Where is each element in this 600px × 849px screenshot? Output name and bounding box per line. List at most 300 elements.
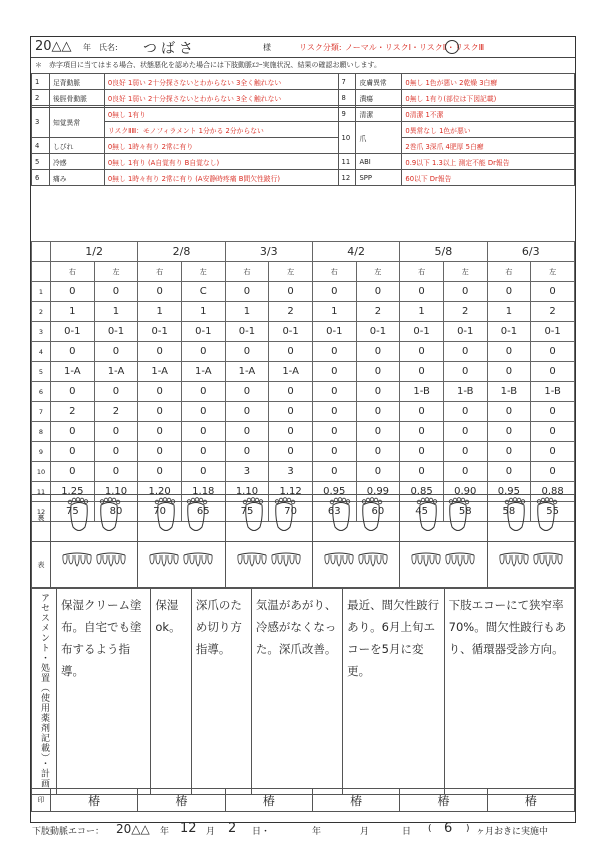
- grid-value: 1: [312, 302, 356, 322]
- grid-value: 0: [138, 422, 182, 442]
- foot-top-icon: [234, 549, 304, 577]
- side-left-label: 左: [94, 262, 138, 282]
- assessment-label: アセスメント・処置（使用薬剤記載）・計画: [39, 593, 49, 789]
- grid-value: 0: [443, 362, 487, 382]
- row-number: 8: [32, 422, 51, 442]
- foot-top-icon: [59, 549, 129, 577]
- criteria-no: 2: [32, 90, 50, 106]
- grid-value: 0: [138, 382, 182, 402]
- grid-value: 0-1: [443, 322, 487, 342]
- grid-value: 0-1: [51, 322, 95, 342]
- grid-value: 0: [181, 382, 225, 402]
- grid-value: 0: [356, 362, 400, 382]
- grid-value: 0: [312, 402, 356, 422]
- grid-value: 2: [531, 302, 575, 322]
- grid-value: 0: [400, 422, 444, 442]
- foot-care-record-sheet: [30, 36, 576, 823]
- grid-value: 0.99: [356, 482, 400, 502]
- grid-row: [32, 382, 575, 402]
- grid-row: [32, 362, 575, 382]
- criteria-no: 10: [338, 122, 356, 154]
- grid-value: 2: [356, 302, 400, 322]
- grid-value: 0: [356, 422, 400, 442]
- grid-value: 63: [312, 502, 356, 522]
- row-number: 6: [32, 382, 51, 402]
- grid-value: 0: [356, 402, 400, 422]
- grid-value: 1-A: [51, 362, 95, 382]
- footer-open-paren: (: [428, 824, 432, 834]
- note-star: ＊: [35, 61, 42, 69]
- footer-d2: 日: [402, 827, 412, 837]
- grid-value: 1-A: [181, 362, 225, 382]
- date-cell: 4/2: [312, 242, 399, 262]
- grid-row: [32, 342, 575, 362]
- grid-value: 0: [51, 382, 95, 402]
- footer-m2: 月: [360, 827, 370, 837]
- grid-value: 0: [487, 462, 531, 482]
- grid-value: 0: [312, 362, 356, 382]
- side-left-label: 左: [443, 262, 487, 282]
- footer-y: 年: [160, 827, 170, 837]
- grid-value: 0: [225, 342, 269, 362]
- grid-value: 0: [312, 382, 356, 402]
- stamp-mark: 椿: [312, 789, 399, 812]
- grid-value: 2: [269, 302, 313, 322]
- date-cell: 5/8: [400, 242, 487, 262]
- criteria-no: 7: [338, 74, 356, 90]
- patient-name: つばさ: [143, 41, 197, 57]
- grid-value: 80: [94, 502, 138, 522]
- criteria-options: 0良好 1弱い 2十分探さないとわからない 3全く触れない: [104, 90, 338, 106]
- grid-value: 0-1: [487, 322, 531, 342]
- grid-value: 0-1: [531, 322, 575, 342]
- grid-value: 0-1: [269, 322, 313, 342]
- stamp-mark: 椿: [225, 789, 312, 812]
- side-right-label: 右: [51, 262, 95, 282]
- foot-sole-icon: [59, 497, 129, 535]
- grid-row: [32, 302, 575, 322]
- foot-top-icon: [408, 549, 478, 577]
- foot-sole-icon: [408, 497, 478, 535]
- grid-value: 0: [312, 282, 356, 302]
- feet-back-label: 裏: [32, 495, 51, 542]
- feet-front-cell: [400, 542, 487, 589]
- criteria-item: 潰瘍: [356, 90, 402, 106]
- date-cell: 1/2: [51, 242, 138, 262]
- criteria-row-4: [32, 138, 575, 154]
- criteria-options: 0異常なし 1色が悪い: [402, 122, 575, 138]
- assessment-label-cell: [32, 588, 57, 795]
- criteria-item: 皮膚異常: [356, 74, 402, 90]
- stamp-mark: 椿: [487, 789, 574, 812]
- grid-value: 1-A: [138, 362, 182, 382]
- grid-value: 0: [269, 382, 313, 402]
- note-text: 赤字項目に当てはまる場合、状態悪化を認めた場合には下肢動脈ｴｺｰ実施状況、結果の確認お願いします。: [49, 61, 381, 69]
- footer-echo-schedule: [30, 823, 576, 839]
- grid-value: 0: [51, 462, 95, 482]
- assessment-note: 深爪のため切り方指導。: [191, 588, 251, 795]
- grid-value: 1: [51, 302, 95, 322]
- date-cell: 2/8: [138, 242, 225, 262]
- grid-value: 1.25: [51, 482, 95, 502]
- grid-value: 0: [181, 422, 225, 442]
- risk-options: ノーマル・リスクⅠ・リスクⅡ・リスクⅢ: [345, 43, 485, 52]
- criteria-options: 0.9以下 1.3以上 測定不能 Dr報告: [402, 154, 575, 170]
- grid-value: 0: [531, 362, 575, 382]
- feet-front-cell: [487, 542, 574, 589]
- feet-back-cell: [400, 495, 487, 542]
- foot-sole-icon: [234, 497, 304, 535]
- stamp-mark: 椿: [51, 789, 138, 812]
- row-number: 2: [32, 302, 51, 322]
- honorific: 様: [263, 43, 271, 52]
- grid-value: 1.10: [94, 482, 138, 502]
- grid-value: 0: [269, 402, 313, 422]
- grid-value: 0-1: [312, 322, 356, 342]
- side-right-label: 右: [138, 262, 182, 282]
- grid-value: 0: [531, 342, 575, 362]
- grid-value: 0.90: [443, 482, 487, 502]
- foot-top-icon: [496, 549, 566, 577]
- footer-m: 月: [206, 827, 216, 837]
- criteria-sub-options: 2巻爪 3深爪 4肥厚 5白癬: [402, 138, 575, 154]
- grid-value: 0: [225, 382, 269, 402]
- feet-diagram-table: [31, 494, 575, 589]
- criteria-options: 0無し 1有り: [104, 106, 338, 122]
- row-number: 11: [32, 482, 51, 502]
- feet-front-cell: [51, 542, 138, 589]
- grid-value: 1-B: [400, 382, 444, 402]
- criteria-row-2: [32, 90, 575, 106]
- grid-value: 0: [181, 462, 225, 482]
- feet-front-cell: [312, 542, 399, 589]
- footer-y2: 年: [312, 827, 322, 837]
- date-cell: 3/3: [225, 242, 312, 262]
- criteria-no: 6: [32, 170, 50, 186]
- criteria-sub-options: リスクⅡⅢ：モノフィラメント 1分かる 2分からない: [104, 122, 338, 138]
- date-cell: 6/3: [487, 242, 574, 262]
- feet-front-cell: [225, 542, 312, 589]
- risk-selection-circle: [444, 39, 460, 55]
- criteria-item: 爪: [356, 122, 402, 154]
- grid-value: 0: [400, 362, 444, 382]
- criteria-item: 知覚異常: [49, 106, 104, 138]
- side-left-label: 左: [531, 262, 575, 282]
- grid-value: 0: [531, 422, 575, 442]
- grid-value: 0-1: [181, 322, 225, 342]
- criteria-row-5: [32, 154, 575, 170]
- grid-value: 58: [487, 502, 531, 522]
- grid-value: 0: [94, 342, 138, 362]
- row-number: 1: [32, 282, 51, 302]
- row-number: 7: [32, 402, 51, 422]
- feet-front-label: 表: [32, 542, 51, 589]
- corner-cell: [32, 242, 51, 262]
- grid-value: 70: [269, 502, 313, 522]
- grid-value: 0.95: [487, 482, 531, 502]
- criteria-item: 後脛骨動脈: [49, 90, 104, 106]
- criteria-item: 清潔: [356, 106, 402, 122]
- grid-value: 0: [138, 282, 182, 302]
- corner-cell: [32, 262, 51, 282]
- criteria-item: 足背動脈: [49, 74, 104, 90]
- criteria-no: 3: [32, 106, 50, 138]
- grid-value: 65: [181, 502, 225, 522]
- grid-value: 1: [400, 302, 444, 322]
- row-number: 3: [32, 322, 51, 342]
- grid-value: 0: [356, 382, 400, 402]
- grid-value: 0: [400, 442, 444, 462]
- feet-front-cell: [138, 542, 225, 589]
- row-number: 10: [32, 462, 51, 482]
- stamp-row: [32, 789, 575, 812]
- criteria-options: 0無し 1時々有り 2常に有り: [104, 138, 338, 154]
- grid-value: 0: [312, 342, 356, 362]
- side-row: [32, 262, 575, 282]
- grid-value: 1-B: [487, 382, 531, 402]
- criteria-options: 0無し 1有り (A自覚有り B自覚なし): [104, 154, 338, 170]
- grid-value: 1-A: [269, 362, 313, 382]
- grid-value: 1.12: [269, 482, 313, 502]
- grid-value: 0-1: [356, 322, 400, 342]
- row-number: 5: [32, 362, 51, 382]
- grid-row: [32, 462, 575, 482]
- footer-close-paren: ): [466, 824, 470, 834]
- feet-back-cell: [312, 495, 399, 542]
- assessment-note: 下肢エコーにて狭窄率70%。間欠性跛行もあり、循環器受診方向。: [444, 588, 574, 795]
- foot-sole-icon: [321, 497, 391, 535]
- row-number: 9: [32, 442, 51, 462]
- grid-value: 0: [312, 442, 356, 462]
- feet-back-cell: [225, 495, 312, 542]
- grid-row: [32, 442, 575, 462]
- assessment-note: 最近、間欠性跛行あり。6月上旬エコーを5月に変更。: [343, 588, 444, 795]
- criteria-item: 痛み: [49, 170, 104, 186]
- criteria-row-3: [32, 106, 575, 122]
- grid-value: 0: [138, 442, 182, 462]
- grid-value: 1-A: [225, 362, 269, 382]
- grid-value: 0.88: [531, 482, 575, 502]
- criteria-item: ABI: [356, 154, 402, 170]
- grid-value: 0: [487, 402, 531, 422]
- grid-value: 0: [181, 342, 225, 362]
- grid-row: [32, 422, 575, 442]
- criteria-no: 12: [338, 170, 356, 186]
- grid-value: 0: [443, 462, 487, 482]
- grid-value: 1.18: [181, 482, 225, 502]
- criteria-options: 0無し 1時々有り 2常に有り (A安静時疼痛 B間欠性跛行): [104, 170, 338, 186]
- criteria-options: 0良好 1弱い 2十分探さないとわからない 3全く触れない: [104, 74, 338, 90]
- grid-value: 0: [531, 462, 575, 482]
- grid-value: 0: [400, 282, 444, 302]
- grid-value: 55: [531, 502, 575, 522]
- assessment-note: 気温があがり、冷感がなくなった。深爪改善。: [251, 588, 342, 795]
- grid-value: 0: [51, 282, 95, 302]
- grid-value: 0: [443, 342, 487, 362]
- grid-value: 0: [269, 422, 313, 442]
- year-unit: 年: [83, 43, 91, 52]
- foot-top-icon: [321, 549, 391, 577]
- risk-label: リスク分類:: [299, 43, 342, 52]
- footer-suffix: ヶ月おきに実施中: [476, 827, 549, 837]
- criteria-item: しびれ: [49, 138, 104, 154]
- row-number: 4: [32, 342, 51, 362]
- side-right-label: 右: [225, 262, 269, 282]
- grid-value: C: [181, 282, 225, 302]
- grid-value: 75: [225, 502, 269, 522]
- row-number: 12: [32, 502, 51, 522]
- grid-value: 45: [400, 502, 444, 522]
- grid-value: 0.95: [312, 482, 356, 502]
- date-row: [32, 242, 575, 262]
- criteria-row-3b: [32, 122, 575, 138]
- grid-row: [32, 402, 575, 422]
- grid-value: 0: [487, 282, 531, 302]
- assessment-note: 保湿ok。: [151, 588, 191, 795]
- criteria-options: 0清潔 1不潔: [402, 106, 575, 122]
- grid-value: 0-1: [400, 322, 444, 342]
- footer-month: 12: [180, 821, 197, 836]
- footer-d: 日・: [252, 827, 271, 837]
- criteria-options: 0無し 1色が悪い 2乾燥 3白癬: [402, 74, 575, 90]
- grid-row: [32, 322, 575, 342]
- grid-value: 0: [312, 462, 356, 482]
- grid-value: 2: [94, 402, 138, 422]
- grid-value: 0: [400, 402, 444, 422]
- grid-value: 0: [356, 442, 400, 462]
- feet-back-cell: [51, 495, 138, 542]
- criteria-no: 4: [32, 138, 50, 154]
- grid-value: 1: [94, 302, 138, 322]
- foot-sole-icon: [146, 497, 216, 535]
- grid-value: 0: [138, 402, 182, 422]
- grid-value: 2: [443, 302, 487, 322]
- side-right-label: 右: [312, 262, 356, 282]
- criteria-item: 冷感: [49, 154, 104, 170]
- criteria-no: 11: [338, 154, 356, 170]
- foot-sole-icon: [496, 497, 566, 535]
- grid-value: 1-B: [443, 382, 487, 402]
- assessment-note: 保湿クリーム塗布。自宅でも塗布するよう指導。: [57, 588, 151, 795]
- grid-value: 60: [356, 502, 400, 522]
- side-right-label: 右: [487, 262, 531, 282]
- criteria-row-1: [32, 74, 575, 90]
- grid-value: 0: [138, 342, 182, 362]
- criteria-options: 60以下 Dr報告: [402, 170, 575, 186]
- grid-row: [32, 282, 575, 302]
- name-label: 氏名:: [99, 43, 118, 52]
- stamp-mark: 椿: [138, 789, 225, 812]
- grid-value: 1-B: [531, 382, 575, 402]
- criteria-no: 9: [338, 106, 356, 122]
- grid-value: 0.85: [400, 482, 444, 502]
- grid-value: 0: [400, 342, 444, 362]
- grid-value: 0: [269, 342, 313, 362]
- side-left-label: 左: [269, 262, 313, 282]
- grid-value: 1: [138, 302, 182, 322]
- side-left-label: 左: [181, 262, 225, 282]
- grid-value: 0: [181, 402, 225, 422]
- grid-value: 0: [181, 442, 225, 462]
- criteria-table: [31, 73, 575, 186]
- footer-interval: 6: [444, 821, 453, 836]
- criteria-options: 0無し 1有り(部位は下図記載): [402, 90, 575, 106]
- feet-back-cell: [487, 495, 574, 542]
- criteria-no: 8: [338, 90, 356, 106]
- grid-value: 0: [51, 422, 95, 442]
- criteria-no: 1: [32, 74, 50, 90]
- criteria-item: SPP: [356, 170, 402, 186]
- grid-value: 0: [356, 282, 400, 302]
- feet-back-cell: [138, 495, 225, 542]
- feet-front-row: [32, 542, 575, 589]
- grid-value: 0: [138, 462, 182, 482]
- footer-label: 下肢動脈エコー：: [32, 827, 105, 837]
- stamp-label: 印: [32, 789, 51, 812]
- assessment-grid: [31, 241, 575, 522]
- grid-value: 0: [356, 342, 400, 362]
- grid-value: 0: [487, 362, 531, 382]
- grid-value: 75: [51, 502, 95, 522]
- footer-year: 20△△: [116, 822, 150, 836]
- grid-value: 0: [225, 442, 269, 462]
- feet-back-row: [32, 495, 575, 542]
- grid-value: 1.20: [138, 482, 182, 502]
- grid-value: 0: [531, 402, 575, 422]
- grid-value: 0: [269, 282, 313, 302]
- side-right-label: 右: [400, 262, 444, 282]
- stamp-table: [31, 788, 575, 812]
- grid-value: 0: [94, 422, 138, 442]
- side-left-label: 左: [356, 262, 400, 282]
- grid-value: 3: [269, 462, 313, 482]
- grid-value: 0: [51, 442, 95, 462]
- header-row: [31, 37, 575, 58]
- grid-value: 0: [225, 422, 269, 442]
- grid-value: 58: [443, 502, 487, 522]
- grid-value: 0-1: [94, 322, 138, 342]
- grid-value: 1: [181, 302, 225, 322]
- criteria-row-6: [32, 170, 575, 186]
- criteria-no: 5: [32, 154, 50, 170]
- grid-value: 1-A: [94, 362, 138, 382]
- stamp-mark: 椿: [400, 789, 487, 812]
- grid-value: 2: [51, 402, 95, 422]
- assessment-notes-table: [31, 587, 575, 795]
- grid-value: 0: [443, 402, 487, 422]
- grid-value: 1: [487, 302, 531, 322]
- grid-value: 1: [225, 302, 269, 322]
- year-value: 20△△: [35, 39, 72, 54]
- grid-value: 0: [443, 422, 487, 442]
- grid-value: 0-1: [225, 322, 269, 342]
- grid-value: 0: [487, 422, 531, 442]
- grid-value: 1.10: [225, 482, 269, 502]
- grid-value: 0: [94, 462, 138, 482]
- grid-value: 70: [138, 502, 182, 522]
- grid-value: 0: [531, 282, 575, 302]
- grid-value: 0-1: [138, 322, 182, 342]
- grid-value: 0: [356, 462, 400, 482]
- grid-value: 0: [225, 402, 269, 422]
- grid-value: 0: [443, 442, 487, 462]
- assessment-row: [32, 588, 575, 795]
- grid-value: 0: [487, 342, 531, 362]
- grid-value: 0: [94, 442, 138, 462]
- grid-value: 0: [225, 282, 269, 302]
- grid-value: 0: [312, 422, 356, 442]
- grid-value: 0: [269, 442, 313, 462]
